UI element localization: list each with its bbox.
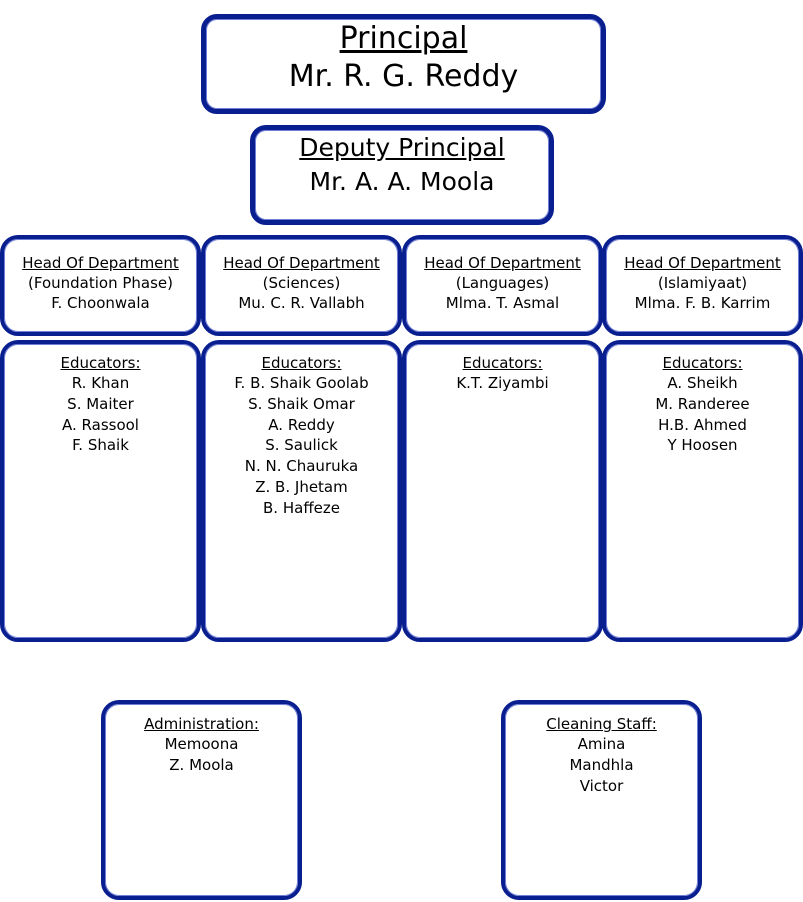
educator-name: N. N. Chauruka — [244, 457, 359, 476]
hod-title: Head Of Department — [624, 254, 781, 272]
hod-title: Head Of Department — [22, 254, 179, 272]
educators-heading: Educators: — [261, 354, 342, 372]
cleaning-staff-heading: Cleaning Staff: — [546, 715, 657, 733]
educator-list — [606, 373, 799, 456]
educator-name: A. Reddy — [268, 415, 335, 434]
hod-name: Mlma. T. Asmal — [445, 294, 560, 312]
educators-box-islamiyaat — [602, 340, 803, 642]
hod-department: (Sciences) — [262, 274, 341, 292]
educator-name: K.T. Ziyambi — [456, 374, 549, 392]
staff-name: Memoona — [164, 735, 239, 753]
educator-name: M. Randeree — [655, 394, 750, 413]
staff-name: Mandhla — [569, 755, 634, 774]
educator-name: S. Maiter — [67, 394, 134, 413]
administration-list — [105, 734, 298, 776]
educator-name: F. B. Shaik Goolab — [234, 374, 369, 392]
hod-title: Head Of Department — [424, 254, 581, 272]
hod-box-sciences — [201, 235, 402, 336]
cleaning-staff-box — [501, 700, 702, 900]
deputy-principal-title: Deputy Principal — [299, 133, 505, 162]
educators-box-languages — [402, 340, 603, 642]
administration-box — [101, 700, 302, 900]
educator-list — [406, 373, 599, 394]
principal-name: Mr. R. G. Reddy — [288, 59, 519, 94]
staff-name: Victor — [579, 776, 624, 795]
educator-name: S. Shaik Omar — [248, 394, 355, 413]
cleaning-staff-list — [505, 734, 698, 796]
educator-name: F. Shaik — [72, 436, 129, 455]
educator-name: Z. B. Jhetam — [255, 477, 348, 496]
educator-name: Y Hoosen — [667, 436, 738, 455]
administration-heading: Administration: — [144, 715, 259, 733]
principal-box — [201, 14, 606, 114]
educators-heading: Educators: — [662, 354, 743, 372]
educator-name: R. Khan — [71, 374, 130, 392]
hod-department: (Islamiyaat) — [657, 274, 748, 292]
educator-name: A. Rassool — [62, 415, 139, 434]
hod-name: Mu. C. R. Vallabh — [238, 294, 365, 312]
deputy-principal-name: Mr. A. A. Moola — [309, 167, 495, 196]
educator-name: S. Saulick — [265, 436, 338, 455]
deputy-principal-box — [250, 125, 554, 225]
educator-list — [205, 373, 398, 519]
hod-box-languages — [402, 235, 603, 336]
hod-box-foundation — [0, 235, 201, 336]
educator-name: B. Haffeze — [263, 498, 340, 517]
educators-box-sciences — [201, 340, 402, 642]
hod-name: F. Choonwala — [51, 294, 150, 312]
educators-heading: Educators: — [462, 354, 543, 372]
hod-title: Head Of Department — [223, 254, 380, 272]
educator-list — [4, 373, 197, 456]
hod-department: (Foundation Phase) — [28, 274, 173, 292]
educators-heading: Educators: — [60, 354, 141, 372]
staff-name: Amina — [577, 735, 626, 753]
principal-title: Principal — [339, 21, 468, 56]
staff-name: Z. Moola — [169, 755, 234, 774]
hod-name: Mlma. F. B. Karrim — [634, 294, 771, 312]
educator-name: H.B. Ahmed — [658, 415, 747, 434]
hod-department: (Languages) — [455, 274, 550, 292]
hod-box-islamiyaat — [602, 235, 803, 336]
educators-box-foundation — [0, 340, 201, 642]
educator-name: A. Sheikh — [667, 374, 738, 392]
